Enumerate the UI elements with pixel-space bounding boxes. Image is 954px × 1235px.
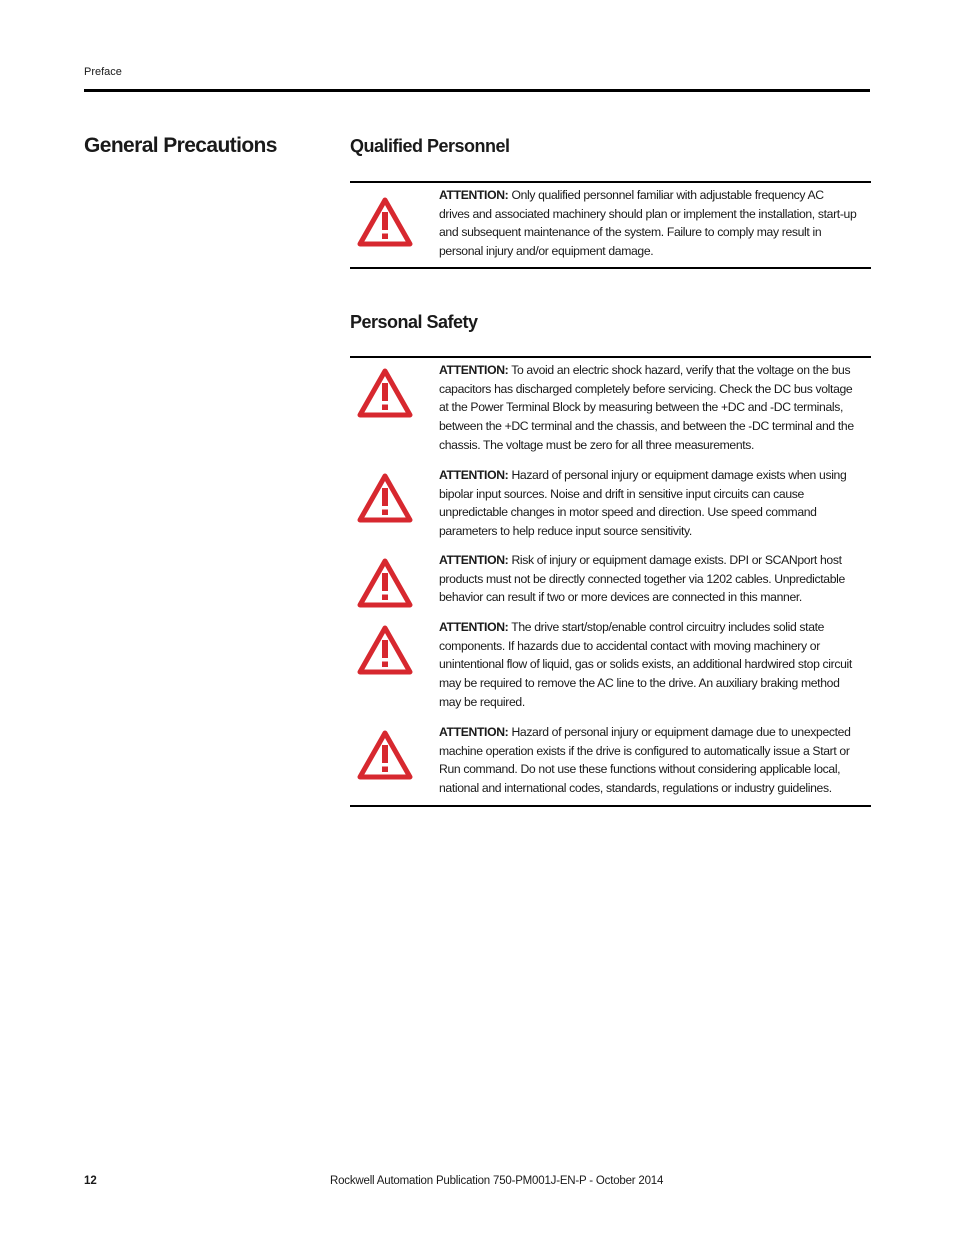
section-title: General Precautions <box>84 134 277 157</box>
running-header: Preface <box>84 66 122 78</box>
notice-text: ATTENTION: Hazard of personal injury or equipment damage due to unexpected machine operation exists if the drive is configured to automatically issue a Start or Run command. Do not use these functions without considering applicable local, national and international codes, standards, regulations or industry guidelines. <box>439 725 851 796</box>
attention-notice <box>350 723 871 798</box>
qualified-notice-block <box>350 181 871 269</box>
attention-notice <box>350 466 871 541</box>
notice-text: ATTENTION: Hazard of personal injury or equipment damage exists when using bipolar input sources. Noise and drift in sensitive input circuits can cause unpredictable changes in motor speed and direction. Use speed command parameters to help reduce input source sensitivity. <box>439 468 847 539</box>
notice-text: ATTENTION: Risk of injury or equipment damage exists. DPI or SCANport host products must not be directly connected together via 1202 cables. Unpredictable behavior can result if two or more devices are connected in this manner. <box>439 553 845 605</box>
qualified-personnel-heading: Qualified Personnel <box>350 136 510 156</box>
warning-triangle-icon <box>357 368 413 418</box>
attention-notice <box>350 618 871 712</box>
publication-footer: Rockwell Automation Publication 750-PM001J-EN-P - October 2014 <box>330 1175 664 1187</box>
page-number: 12 <box>84 1175 97 1187</box>
attention-notice <box>350 551 871 607</box>
notice-text: ATTENTION: To avoid an electric shock hazard, verify that the voltage on the bus capacitors has discharged completely before servicing. Check the DC bus voltage at the Power Terminal Block by measuring between the +DC and -DC terminals, between the +DC terminal and the chassis, and between the -DC terminal and the chassis. The voltage must be zero for all three measurements. <box>439 363 854 452</box>
attention-notice <box>350 361 871 455</box>
warning-triangle-icon <box>357 197 413 247</box>
attention-notice <box>350 183 871 261</box>
notice-text: ATTENTION: Only qualified personnel familiar with adjustable frequency AC drives and associated machinery should plan or implement the installation, start-up and subsequent maintenance of the system. Failure to comply may result in personal injury and/or equipment damage. <box>439 188 857 259</box>
warning-triangle-icon <box>357 730 413 780</box>
notice-text: ATTENTION: The drive start/stop/enable control circuitry includes solid state components. If hazards due to accidental contact with moving machinery or unintentional flow of liquid, gas or solids exists, an additional hardwired stop circuit may be required to remove the AC line to the drive. An auxiliary braking method may be required. <box>439 620 852 709</box>
personal-safety-heading: Personal Safety <box>350 312 478 332</box>
personal-safety-notice-block <box>350 356 871 807</box>
warning-triangle-icon <box>357 558 413 608</box>
warning-triangle-icon <box>357 473 413 523</box>
header-rule <box>84 89 870 92</box>
warning-triangle-icon <box>357 625 413 675</box>
